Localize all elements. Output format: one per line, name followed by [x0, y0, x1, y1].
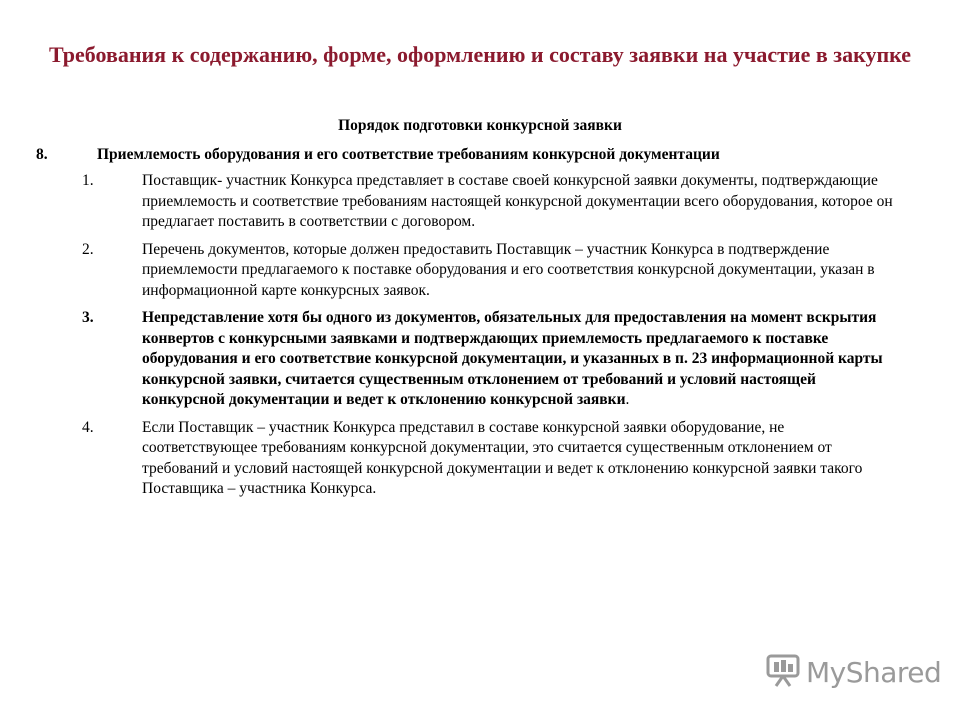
watermark-text: MyShared: [806, 656, 942, 689]
item-text: [142, 308, 902, 411]
list-item: [82, 308, 902, 411]
section-title: Приемлемость оборудования и его соответствие требованиям конкурсной документации: [97, 146, 720, 163]
subheading: Порядок подготовки конкурсной заявки: [338, 117, 622, 134]
item-text-bold: Непредставление хотя бы одного из документов, обязательных для предоставления на момент вскрытия конвертов с конкурсными заявками и подтверждающих приемлемость предлагаемого к поставке оборудования и его соответствие конкурсной документации, и указанных в п. 23 информационной карты конкурсной заявки, считается существенным отклонением от требований и условий настоящей конкурсной документации и ведет к отклонению конкурсной заявки: [142, 309, 883, 408]
presentation-board-icon: [766, 652, 800, 693]
item-number: 4.: [82, 418, 94, 436]
item-text-tail: .: [625, 391, 630, 408]
item-number: 1.: [82, 172, 94, 189]
item-text: Поставщик- участник Конкурса представляет в составе своей конкурсной заявки документы, подтверждающие приемлемость и соответствие требованиям настоящей конкурсной документации всего оборудования, которое он предлагает поставить в соответствии с договором.: [142, 172, 893, 230]
list-item: [82, 240, 902, 302]
item-number: 2.: [82, 240, 94, 258]
list-item: [82, 418, 902, 500]
slide-title: Требования к содержанию, форме, оформлению и составу заявки на участие в закупке: [48, 42, 912, 67]
requirements-list: [82, 171, 902, 507]
watermark-logo: [766, 652, 941, 693]
item-text: Перечень документов, которые должен предоставить Поставщик – участник Конкурса в подтверждение приемлемости предлагаемого к поставке оборудования и его соответствия конкурсной документации, указан в информационной карте конкурсных заявок.: [142, 240, 875, 299]
section-number: 8.: [36, 146, 48, 163]
section-heading: [36, 146, 916, 164]
list-item: [82, 171, 902, 233]
item-number: 3.: [82, 309, 94, 326]
item-text: Если Поставщик – участник Конкурса представил в составе конкурсной заявки оборудование, не соответствующее требованиям конкурсной документации, это считается существенным отклонением от требований и условий настоящей конкурсной документации и ведет к отклонению конкурсной заявки такого Поставщика – участника Конкурса.: [142, 418, 863, 497]
